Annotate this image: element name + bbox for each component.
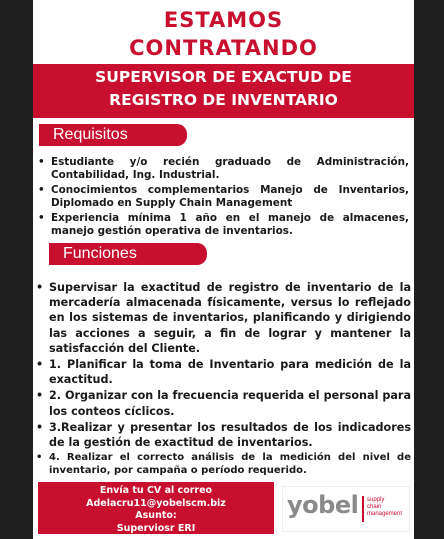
logo-divider xyxy=(362,496,364,522)
hiring-headline-line1: ESTAMOS xyxy=(163,8,284,32)
apply-info-box xyxy=(38,482,274,534)
hiring-headline-line2: CONTRATANDO xyxy=(129,36,318,60)
logo-tag-supply: supply xyxy=(367,497,385,503)
funciones-list xyxy=(35,280,411,478)
subject-label: Asunto: xyxy=(135,510,177,521)
logo-wordmark: yobel xyxy=(287,491,359,519)
job-title-line2: REGISTRO DE INVENTARIO xyxy=(109,91,338,109)
yobel-logo xyxy=(282,486,410,532)
job-posting-card xyxy=(33,0,414,539)
logo-tagline xyxy=(367,497,402,518)
logo-tag-chain: chain xyxy=(367,504,382,510)
requisitos-heading: Requisitos xyxy=(39,124,187,146)
requisitos-list xyxy=(37,156,409,240)
apply-email-link[interactable]: Adelacru11@yobelscm.biz xyxy=(86,497,226,509)
list-item: • 3.Realizar y presentar los resultados de los indicadores de la gestión de exactitud de inventarios. xyxy=(35,420,411,450)
apply-instruction: Envía tu CV al correo xyxy=(99,485,213,496)
job-title-band xyxy=(33,64,414,118)
logo-tag-management: management xyxy=(367,511,403,517)
list-item: • Experiencia mínima 1 año en el manejo de almacenes, manejo gestión operativa de inventarios. xyxy=(37,212,409,238)
list-item: • 2. Organizar con la frecuencia requerida el personal para los conteos cíclicos. xyxy=(35,388,411,418)
funciones-heading: Funciones xyxy=(49,243,207,265)
list-item: • 1. Planificar la toma de Inventario para medición de la exactitud. xyxy=(35,357,411,387)
list-item: • 4. Realizar el correcto análisis de la medición del nivel de inventario, por campaña o período requerido. xyxy=(35,451,411,477)
list-item: • Estudiante y/o recién graduado de Administración, Contabilidad, Ing. Industrial. xyxy=(37,156,409,182)
hiring-headline xyxy=(33,6,414,62)
list-item: • Conocimientos complementarios Manejo de Inventarios, Diplomado en Supply Chain Management xyxy=(37,184,409,210)
job-title-line1: SUPERVISOR DE EXACTUD DE xyxy=(95,68,352,86)
subject-value: Superviosr ERI xyxy=(116,522,196,534)
list-item: • Supervisar la exactitud de registro de inventario de la mercadería almacenada físicamente, versus lo reflejado en los sistemas de inventarios, planificando y dirigiendo las acciones a seguir, a fin de lograr y mantener la satisfacción del Cliente. xyxy=(35,280,411,356)
